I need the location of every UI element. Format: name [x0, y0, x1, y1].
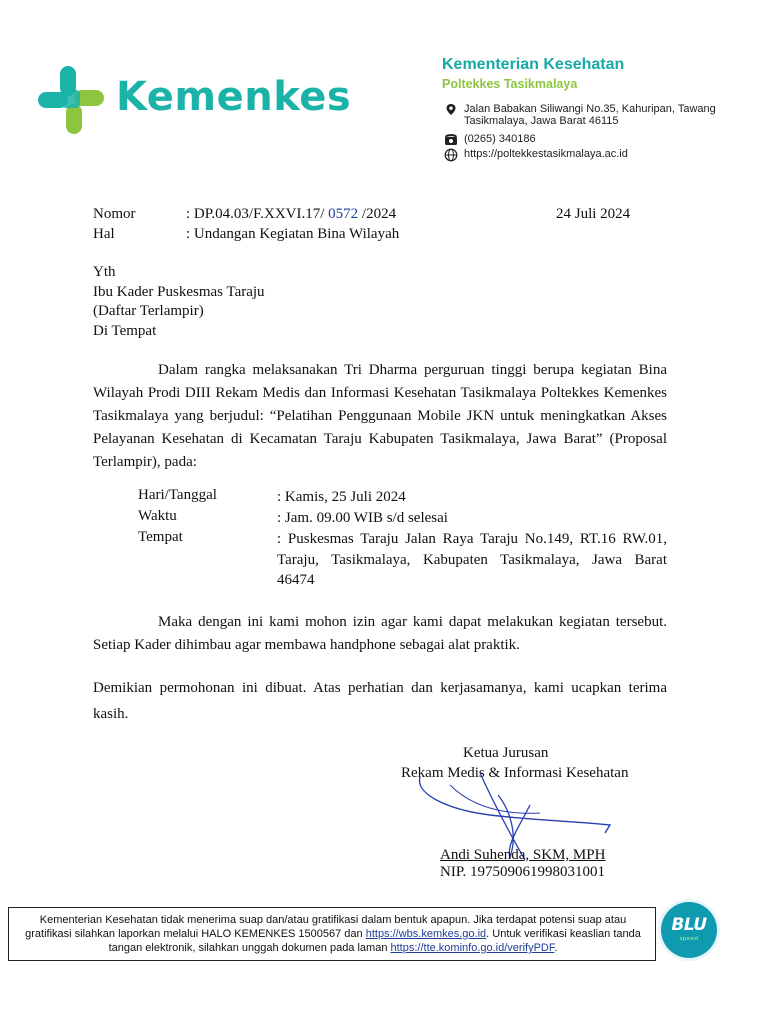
ministry-name: Kementerian Kesehatan	[442, 56, 625, 73]
website-row	[444, 148, 628, 162]
signature-title-1: Ketua Jurusan	[463, 745, 549, 761]
place-value-line-1: : Puskesmas Taraju Jalan Raya Taraju No.149, RT.16 RW.01,	[277, 531, 667, 547]
recipient-name: Ibu Kader Puskesmas Taraju	[93, 284, 265, 300]
place-value-line-3: 46474	[277, 572, 315, 588]
phone-number: (0265) 340186	[464, 133, 536, 145]
address-block	[444, 103, 716, 127]
hal-value: : Undangan Kegiatan Bina Wilayah	[186, 226, 400, 242]
footer-text-part-3: .	[554, 942, 558, 954]
blu-badge-icon	[661, 902, 717, 958]
recipient-yth: Yth	[93, 264, 116, 280]
place-value-line-2: Taraju, Tasikmalaya, Kabupaten Tasikmalaya, Jawa Barat	[277, 552, 667, 568]
recipient-place: Di Tempat	[93, 323, 157, 339]
campus-name: Poltekkes Tasikmalaya	[442, 77, 578, 91]
blu-badge-text: BLU	[671, 915, 707, 935]
hal-label: Hal	[93, 226, 115, 242]
nomor-value	[186, 206, 396, 223]
time-label: Waktu	[138, 508, 177, 524]
day-value: : Kamis, 25 Juli 2024	[277, 489, 406, 505]
signature-title-2: Rekam Medis & Informasi Kesehatan	[401, 765, 629, 781]
place-label: Tempat	[138, 529, 183, 545]
tte-verify-link[interactable]: https://tte.kominfo.go.id/verifyPDF	[390, 942, 555, 954]
day-label: Hari/Tanggal	[138, 487, 217, 503]
recipient-attachment: (Daftar Terlampir)	[93, 303, 204, 319]
nomor-number: 0572	[328, 206, 359, 222]
nomor-label: Nomor	[93, 206, 136, 222]
paragraph-request: Maka dengan ini kami mohon izin agar kami dapat melakukan kegiatan tersebut. Setiap Kader dihimbau agar membawa handphone sebagai alat praktik.	[93, 614, 667, 653]
address-line-1: Jalan Babakan Siliwangi No.35, Kahuripan, Tawang	[464, 103, 716, 115]
signer-nip: NIP. 197509061998031001	[440, 864, 606, 880]
website-link[interactable]: https://poltekkestasikmalaya.ac.id	[464, 148, 628, 160]
footer-notice-text	[17, 913, 649, 955]
footer-text-part-1: Kementerian Kesehatan tidak menerima suap dan/atau gratifikasi dalam bentuk apapun. Jika terdapat potensi suap atau gratifikasi silahkan laporkan melalui HALO KEMENKES 1500567 dan	[25, 914, 627, 940]
logo-wordmark: Kemenkes	[116, 74, 352, 120]
time-value: : Jam. 09.00 WIB s/d selesai	[277, 510, 448, 526]
paragraph-closing: Demikian permohonan ini dibuat. Atas perhatian dan kerjasamanya, kami ucapkan terima kasih.	[93, 680, 667, 722]
paragraph-intro: Dalam rangka melaksanakan Tri Dharma perguruan tinggi berupa kegiatan Bina Wilayah Prodi DIII Rekam Medis dan Informasi Kesehatan Tasikmalaya Poltekkes Kemenkes Tasikmalaya yang berjudul: “Pelatihan Penggunaan Mobile JKN untuk meningkatkan Akses Pelayanan Kesehatan di Kecamatan Taraju Kabupaten Tasikmalaya, Jawa Barat” (Proposal Terlampir), pada:	[93, 362, 667, 470]
nomor-suffix: /2024	[358, 206, 397, 222]
letter-date: 24 Juli 2024	[556, 206, 631, 222]
signer-name: Andi Suhenda, SKM, MPH	[440, 847, 606, 863]
blu-badge-subtext: speed	[679, 936, 699, 942]
kemenkes-logo-icon	[38, 66, 104, 134]
footer-notice-box	[8, 907, 656, 961]
phone-row	[444, 133, 536, 147]
address-line-2: Tasikmalaya, Jawa Barat 46115	[464, 115, 619, 127]
phone-icon	[444, 133, 458, 147]
wbs-link[interactable]: https://wbs.kemkes.go.id	[365, 928, 487, 940]
nomor-prefix: : DP.04.03/F.XXVI.17/	[186, 206, 329, 222]
location-pin-icon	[444, 103, 458, 117]
globe-icon	[444, 148, 458, 162]
footer-text-part-2: . Untuk verifikasi keaslian tanda tangan elektronik, silahkan unggah dokumen pada laman	[108, 928, 641, 954]
